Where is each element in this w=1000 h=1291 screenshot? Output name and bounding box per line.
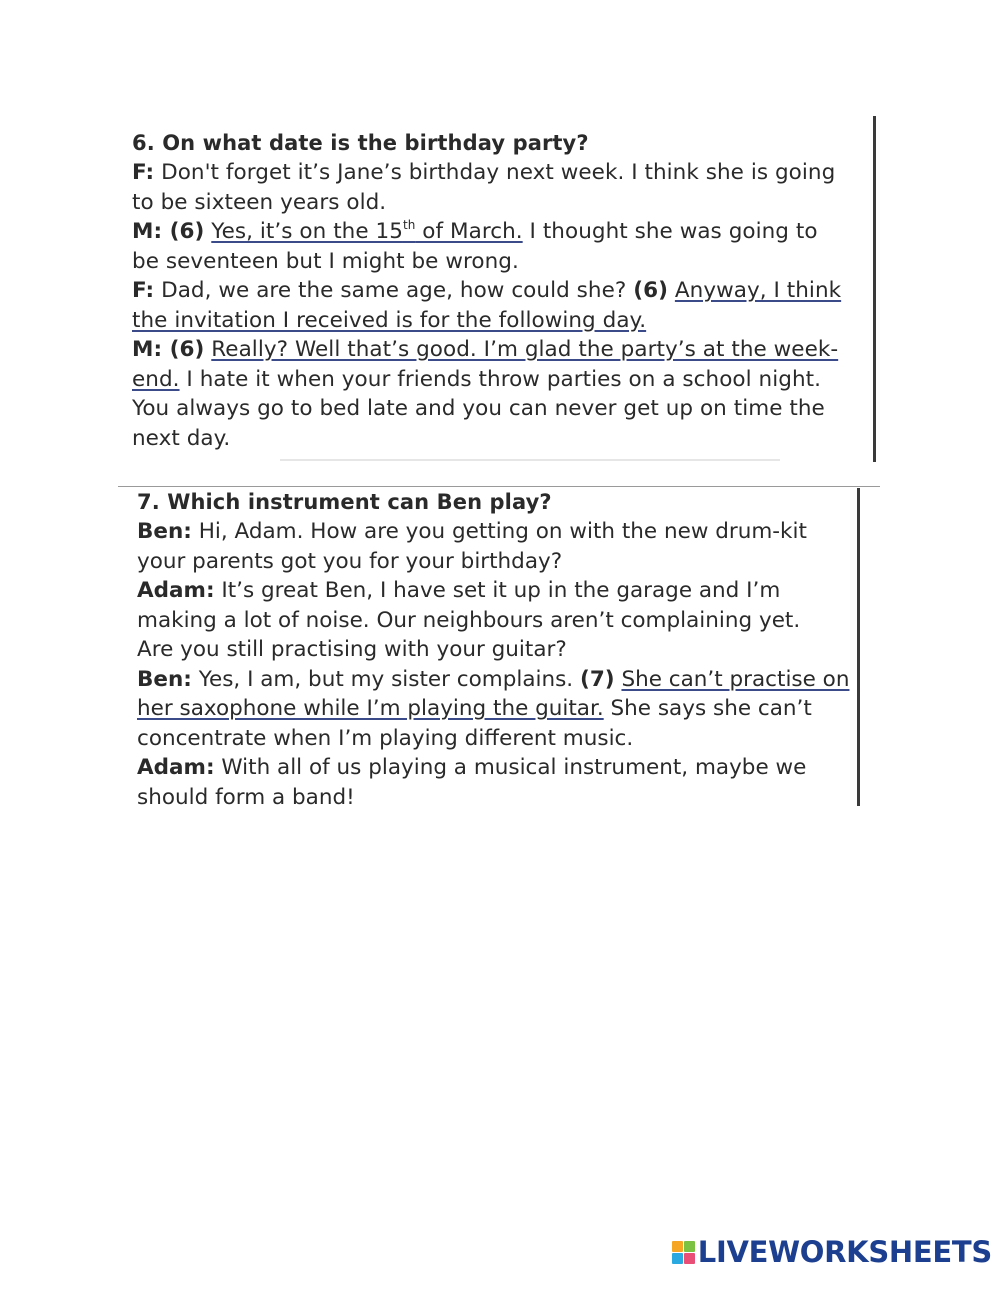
speaker-label: Ben: [137, 666, 192, 692]
dialogue-text: I thought she was going to [522, 219, 818, 244]
logo-text: LIVEWORKSHEETS [697, 1235, 992, 1269]
ordinal-suffix: th [402, 218, 416, 232]
answer-text: She can’t practise on [621, 666, 850, 692]
dialogue-text: next day. [132, 425, 231, 451]
speaker-label: F: [132, 278, 155, 303]
dialogue-text: to be sixteen years old. [132, 189, 387, 215]
right-border-q7 [857, 488, 860, 806]
answer-text: Yes, it’s on the 15 [211, 219, 403, 244]
dialogue-line [132, 247, 841, 277]
speaker-label: M: (6) [132, 219, 205, 244]
dialogue-line [132, 335, 841, 365]
dialogue-text: should form a band! [137, 784, 355, 810]
dialogue-line [137, 547, 849, 577]
dialogue-text: your parents got you for your birthday? [137, 548, 563, 574]
dialogue-line [137, 576, 849, 606]
dialogue-line [132, 188, 841, 218]
dialogue-line [132, 158, 841, 188]
answer-text: her saxophone while I’m playing the guitar. [137, 696, 604, 721]
question-6-title: 6. On what date is the birthday party? [132, 131, 589, 155]
answer-text: the invitation I received is for the following day. [132, 307, 647, 333]
dialogue-text: I hate it when your friends throw parties on a school night. [179, 366, 821, 392]
dialogue-line [137, 606, 849, 636]
dialogue-line [132, 217, 841, 247]
dialogue-text: With all of us playing a musical instrument, maybe we [214, 755, 807, 780]
dialogue-text: Dad, we are the same age, how could she? [154, 278, 627, 303]
dialogue-text: be seventeen but I might be wrong. [132, 248, 519, 274]
answer-text: Anyway, I think [674, 278, 842, 303]
dialogue-line [137, 753, 849, 783]
dialogue-line [137, 517, 849, 547]
liveworksheets-logo[interactable] [672, 1235, 992, 1269]
dialogue-line [132, 306, 841, 336]
dialogue-text: making a lot of noise. Our neighbours aren’t complaining yet. [137, 607, 801, 633]
dialogue-text: concentrate when I’m playing different music. [137, 725, 634, 751]
answer-underline [211, 219, 522, 244]
dialogue-line [137, 724, 849, 754]
question-6-block [132, 128, 841, 453]
answer-text: Really? Well that’s good. I’m glad the party’s at the week- [211, 337, 839, 362]
dialogue-text: It’s great Ben, I have set it up in the garage and I’m [214, 578, 781, 603]
question-7-block [137, 487, 849, 812]
answer-marker: (7) [580, 666, 615, 692]
speaker-label: Adam: [137, 578, 215, 603]
dialogue-text: You always go to bed late and you can never get up on time the [132, 396, 825, 421]
dialogue-line [137, 694, 849, 724]
liveworksheets-logo-icon [672, 1241, 695, 1264]
speaker-label: F: [132, 160, 155, 185]
dialogue-text: She says she can’t [603, 696, 812, 721]
dialogue-text: Hi, Adam. How are you getting on with the new drum-kit [191, 519, 807, 544]
right-border-q6 [873, 116, 876, 462]
dialogue-text: Are you still practising with your guitar? [137, 637, 567, 662]
dialogue-line [137, 665, 849, 695]
dialogue-text: Yes, I am, but my sister complains. [191, 666, 574, 692]
speaker-label: Adam: [137, 755, 215, 780]
answer-marker: (6) [633, 278, 668, 303]
dialogue-line [137, 783, 849, 813]
dialogue-line [137, 635, 849, 665]
dialogue-text: Don't forget it’s Jane’s birthday next week. I think she is going [154, 160, 836, 185]
speaker-label: M: (6) [132, 337, 205, 362]
question-7-title: 7. Which instrument can Ben play? [137, 490, 552, 514]
speaker-label: Ben: [137, 519, 192, 544]
scan-faint-line [280, 459, 780, 461]
answer-text: end. [132, 366, 180, 392]
dialogue-line [132, 394, 841, 424]
dialogue-line [132, 424, 841, 454]
answer-text: of March. [415, 219, 523, 244]
dialogue-line [132, 276, 841, 306]
dialogue-line [132, 365, 841, 395]
